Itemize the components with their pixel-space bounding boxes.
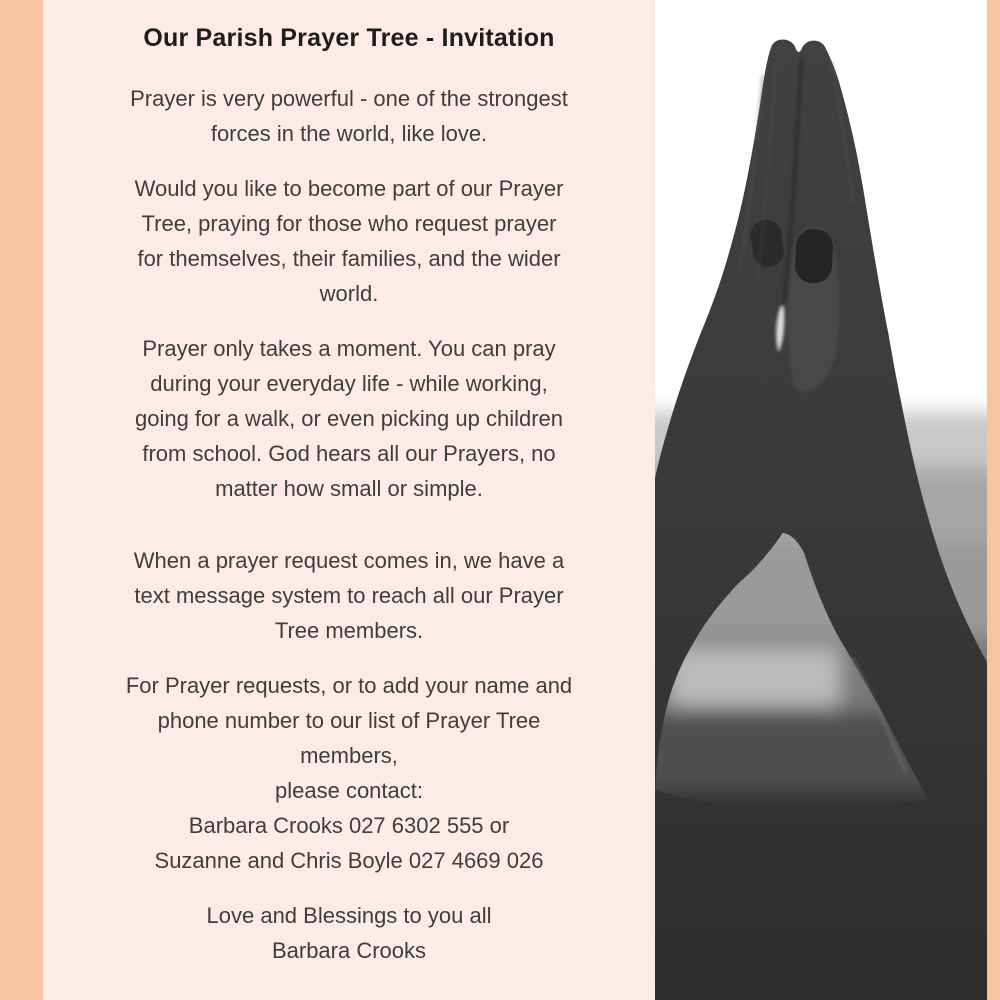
text-line: during your everyday life - while working, <box>150 371 548 396</box>
paragraph-prayer-powerful <box>43 81 655 151</box>
text-line: Would you like to become part of our Prayer <box>134 176 564 201</box>
text-line: from school. God hears all our Prayers, no <box>142 441 556 466</box>
paragraph-contact-info <box>43 668 655 878</box>
paragraph-prayer-moment <box>43 331 655 506</box>
text-line: When a prayer request comes in, we have a <box>133 548 565 573</box>
paragraph-text-system <box>43 543 655 648</box>
text-line: members, <box>300 743 398 768</box>
text-line: Tree, praying for those who request prayer <box>141 211 557 236</box>
left-border-stripe <box>0 0 43 1000</box>
text-line: Tree members. <box>274 618 424 643</box>
text-line: world. <box>319 281 379 306</box>
text-line: phone number to our list of Prayer Tree <box>157 708 541 733</box>
text-line: Prayer only takes a moment. You can pray <box>142 336 556 361</box>
right-border-stripe <box>987 0 1000 1000</box>
text-line: matter how small or simple. <box>215 476 483 501</box>
contact-line-suzanne-chris: Suzanne and Chris Boyle 027 4669 026 <box>154 848 544 873</box>
text-line: for themselves, their families, and the wider <box>137 246 561 271</box>
text-line: text message system to reach all our Prayer <box>134 583 564 608</box>
paragraph-invitation <box>43 171 655 311</box>
text-line: Barbara Crooks <box>271 938 427 963</box>
praying-hands-photo <box>655 0 987 1000</box>
text-line: please contact: <box>275 778 423 803</box>
flyer-title: Our Parish Prayer Tree - Invitation <box>143 24 555 52</box>
text-line: For Prayer requests, or to add your name and <box>125 673 573 698</box>
text-line: Prayer is very powerful - one of the strongest <box>130 86 568 111</box>
text-line: forces in the world, like love. <box>210 121 488 146</box>
paragraph-signoff <box>43 898 655 968</box>
contact-line-barbara: Barbara Crooks 027 6302 555 or <box>188 813 510 838</box>
text-line: going for a walk, or even picking up children <box>134 406 564 431</box>
text-panel <box>43 0 655 1000</box>
text-line: Love and Blessings to you all <box>206 903 492 928</box>
